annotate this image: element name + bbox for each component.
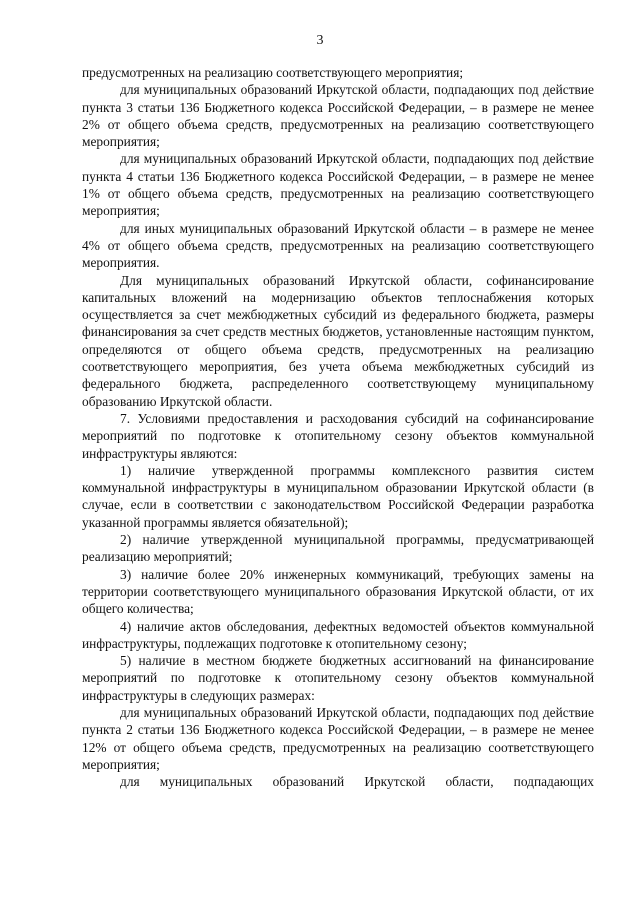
paragraph-continued-next-page: для муниципальных образований Иркутской области, подпадающих (120, 774, 594, 790)
paragraph-condition-3: 3) наличие более 20% инженерных коммуникаций, требующих замены на территории соответствующего муниципального образования Иркутской области, от их общего количества; (82, 566, 594, 617)
page-number: 3 (316, 33, 324, 48)
paragraph-budget-code-item-4: для муниципальных образований Иркутской области, подпадающих под действие пункта 4 статьи 136 Бюджетного кодекса Российской Федерации, – в размере не менее 1% от общего объема средств, предусмотренных на реализацию соответствующего мероприятия; (82, 151, 594, 219)
document-body (82, 64, 594, 790)
paragraph-condition-4: 4) наличие актов обследования, дефектных ведомостей объектов коммунальной инфраструктуры, подлежащих подготовке к отопительному сезону; (82, 618, 594, 651)
paragraph-condition-2: 2) наличие утвержденной муниципальной программы, предусматривающей реализацию мероприятий; (82, 532, 594, 565)
paragraph-federal-cofinancing: Для муниципальных образований Иркутской области, софинансирование капитальных вложений на модернизацию объектов теплоснабжения которых осуществляется за счет межбюджетных субсидий из федерального бюджета, размеры финансирования за счет средств местных бюджетов, установленные настоящим пунктом, определяются от общего объема средств, предусмотренных на реализацию соответствующего мероприятия, без учета объема межбюджетных субсидий из федерального бюджета, распределенного соответствующему муниципальному образованию Иркутской области. (82, 272, 594, 409)
paragraph-continuation: предусмотренных на реализацию соответствующего мероприятия; (82, 65, 464, 80)
paragraph-other-municipalities: для иных муниципальных образований Иркутской области – в размере не менее 4% от общего объема средств, предусмотренных на реализацию соответствующего мероприятия. (82, 220, 594, 271)
paragraph-condition-1: 1) наличие утвержденной программы комплексного развития систем коммунальной инфраструктуры в муниципальном образовании Иркутской области (в случае, если в соответствии с законодательством Российской Федерации разработка указанной программы является обязательной); (82, 462, 594, 530)
paragraph-budget-code-item-3: для муниципальных образований Иркутской области, подпадающих под действие пункта 3 статьи 136 Бюджетного кодекса Российской Федерации, – в размере не менее 2% от общего объема средств, предусмотренных на реализацию соответствующего мероприятия; (82, 82, 594, 150)
paragraph-condition-5: 5) наличие в местном бюджете бюджетных ассигнований на финансирование мероприятий по подготовке к отопительному сезону объектов коммунальной инфраструктуры в следующих размерах: (82, 653, 594, 703)
paragraph-budget-code-item-2: для муниципальных образований Иркутской области, подпадающих под действие пункта 2 статьи 136 Бюджетного кодекса Российской Федерации, – в размере не менее 12% от общего объема средств, предусмотренных на реализацию соответствующего мероприятия; (82, 704, 594, 772)
paragraph-section-7: 7. Условиями предоставления и расходования субсидий на софинансирование мероприятий по подготовке к отопительному сезону объектов коммунальной инфраструктуры являются: (82, 410, 594, 461)
